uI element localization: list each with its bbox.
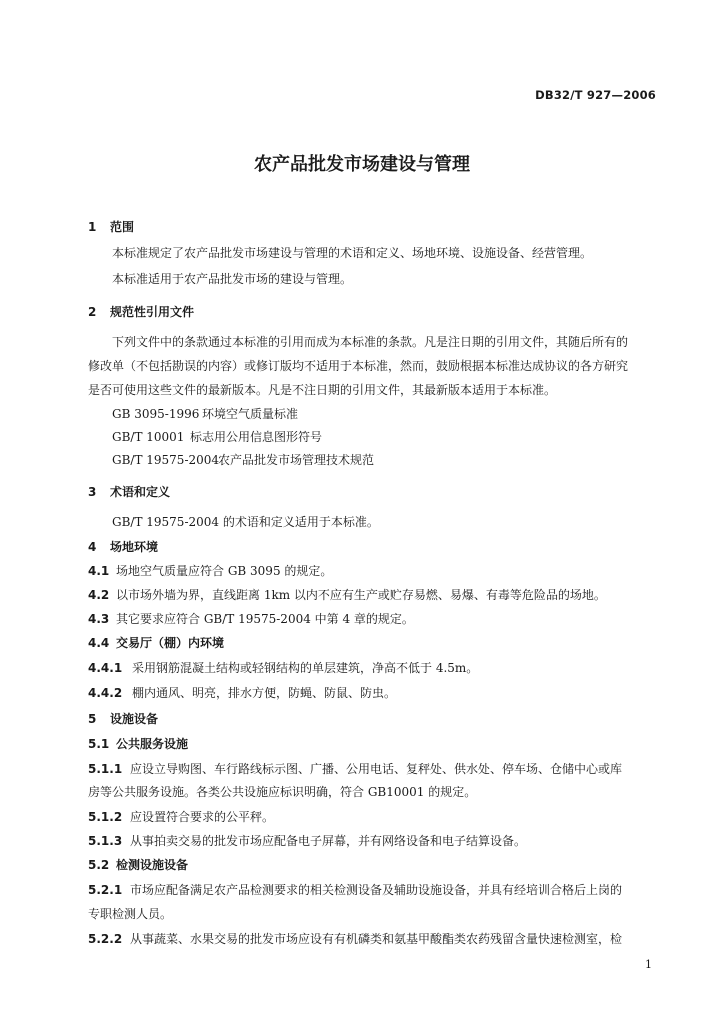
page-title: 农产品批发市场建设与管理 [254, 154, 470, 175]
section-title: 规范性引用文件 [110, 305, 195, 319]
clause-text: 以市场外墙为界，直线距离 1km 以内不应有生产或贮存易燃、易爆、有毒等危险品的场地。 [116, 588, 606, 602]
section-number: 4 [88, 540, 97, 554]
clause-number: 5.1.2 [88, 810, 123, 824]
paragraph-line: 是否可使用这些文件的最新版本。凡是不注日期的引用文件，其最新版本适用于本标准。 [88, 383, 557, 397]
section-1-heading [88, 218, 134, 235]
section-5-heading [88, 710, 158, 727]
clause-number: 4.2 [88, 588, 110, 602]
reference-item [112, 451, 374, 468]
section-title: 场地环境 [110, 540, 159, 554]
clause [88, 881, 622, 898]
clause [88, 610, 414, 627]
section-title: 范围 [110, 220, 135, 234]
subsection-title: 检测设施设备 [116, 858, 189, 872]
clause-number: 5.1.3 [88, 834, 123, 848]
clause [88, 760, 622, 777]
clause-number: 4.4.1 [88, 661, 123, 675]
section-number: 2 [88, 305, 97, 319]
reference-name: 农产品批发市场管理技术规范 [218, 453, 375, 467]
reference-code: GB/T 10001 [112, 430, 185, 444]
section-3-heading [88, 483, 170, 500]
clause-number: 5.2 [88, 858, 110, 872]
reference-item [112, 428, 322, 445]
clause [88, 832, 526, 849]
clause [88, 808, 274, 825]
clause-number: 4.3 [88, 612, 110, 626]
clause [88, 586, 606, 603]
clause [88, 684, 396, 701]
reference-item [112, 405, 298, 422]
clause-text: 从事拍卖交易的批发市场应配备电子屏幕，并有网络设备和电子结算设备。 [130, 834, 527, 848]
clause-text: 场地空气质量应符合 GB 3095 的规定。 [116, 564, 333, 578]
clause-number: 5.1 [88, 737, 110, 751]
subsection-title: 交易厅（棚）内环境 [116, 636, 225, 650]
section-title: 术语和定义 [110, 485, 171, 499]
clause-text: 采用钢筋混凝土结构或轻钢结构的单层建筑，净高不低于 4.5m。 [132, 661, 479, 675]
section-2-heading [88, 303, 194, 320]
paragraph: 本标准适用于农产品批发市场的建设与管理。 [112, 272, 353, 286]
paragraph-line: 下列文件中的条款通过本标准的引用而成为本标准的条款。凡是注日期的引用文件，其随后所有的 [112, 335, 629, 349]
reference-code: GB 3095-1996 [112, 407, 200, 421]
clause-continuation: 专职检测人员。 [88, 907, 173, 921]
subsection-heading [88, 735, 188, 752]
clause-text: 棚内通风、明亮，排水方便，防蝇、防鼠、防虫。 [132, 686, 397, 700]
clause-number: 4.4 [88, 636, 110, 650]
section-4-heading [88, 538, 158, 555]
section-number: 3 [88, 485, 97, 499]
section-title: 设施设备 [110, 712, 159, 726]
clause [88, 562, 332, 579]
paragraph-line: 修改单（不包括勘误的内容）或修订版均不适用于本标准，然而，鼓励根据本标准达成协议的各方研究 [88, 359, 629, 373]
clause [88, 930, 622, 947]
clause-text: 应设立导购图、车行路线标示图、广播、公用电话、复秤处、供水处、停车场、仓储中心或库 [130, 762, 623, 776]
clause-number: 4.4.2 [88, 686, 123, 700]
reference-code: GB/T 19575-2004 [112, 453, 220, 467]
page-number: 1 [645, 958, 652, 971]
clause-number: 5.2.1 [88, 883, 123, 897]
standard-code: DB32/T 927—2006 [535, 88, 656, 102]
clause-continuation: 房等公共服务设施。各类公共设施应标识明确，符合 GB10001 的规定。 [88, 785, 477, 799]
paragraph: GB/T 19575-2004 的术语和定义适用于本标准。 [112, 515, 379, 529]
clause-number: 4.1 [88, 564, 110, 578]
clause-text: 市场应配备满足农产品检测要求的相关检测设备及辅助设施设备，并具有经培训合格后上岗的 [130, 883, 623, 897]
clause-number: 5.2.2 [88, 932, 123, 946]
section-number: 1 [88, 220, 97, 234]
section-number: 5 [88, 712, 97, 726]
clause-text: 从事蔬菜、水果交易的批发市场应设有有机磷类和氨基甲酸酯类农药残留含量快速检测室，检 [130, 932, 623, 946]
paragraph: 本标准规定了农产品批发市场建设与管理的术语和定义、场地环境、设施设备、经营管理。 [112, 246, 593, 260]
reference-name: 标志用公用信息图形符号 [190, 430, 323, 444]
subsection-title: 公共服务设施 [116, 737, 189, 751]
clause-text: 其它要求应符合 GB/T 19575-2004 中第 4 章的规定。 [116, 612, 414, 626]
clause-number: 5.1.1 [88, 762, 123, 776]
clause-text: 应设置符合要求的公平秤。 [130, 810, 275, 824]
subsection-heading [88, 856, 188, 873]
subsection-heading [88, 634, 224, 651]
clause [88, 659, 478, 676]
reference-name: 环境空气质量标准 [202, 407, 299, 421]
